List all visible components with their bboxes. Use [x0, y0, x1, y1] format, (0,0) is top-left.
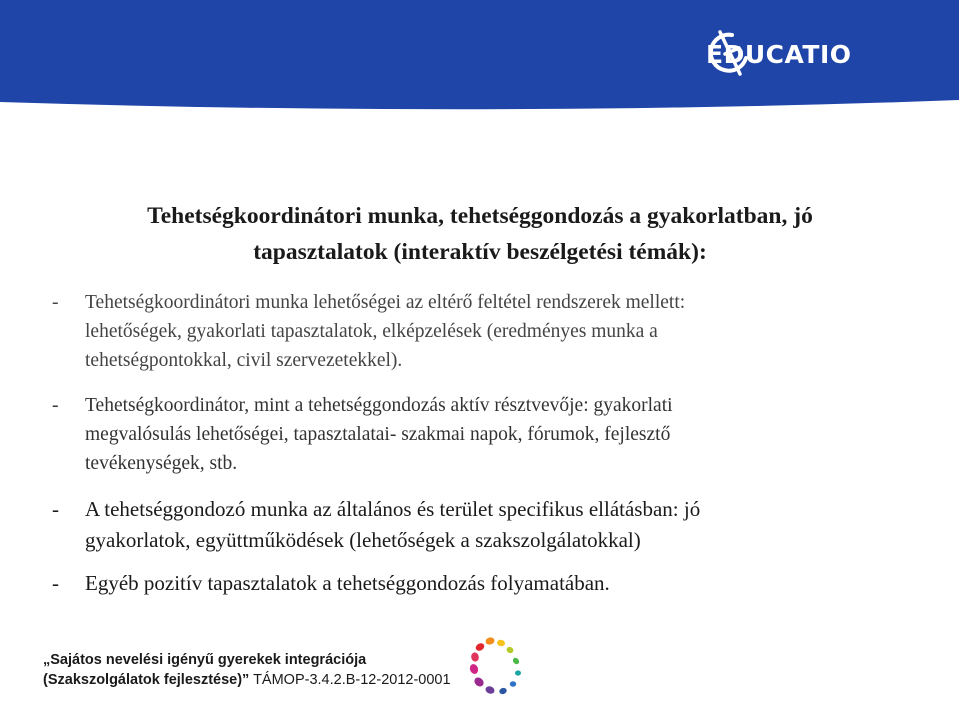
topic-line: Tehetségkoordinátori munka lehetőségei az eltérő feltétel rendszerek mellett: — [85, 292, 686, 313]
educatio-logo — [706, 28, 852, 78]
topic-item — [52, 288, 872, 375]
list-marker: - — [52, 497, 59, 521]
title-line: Tehetségkoordinátori munka, tehetséggondozás a gyakorlatban, jó — [147, 203, 813, 229]
title-line: tapasztalatok (interaktív beszélgetési témák): — [253, 239, 707, 265]
topic-line: Egyéb pozitív tapasztalatok a tehetséggondozás folyamatában. — [85, 571, 610, 595]
topic-item — [52, 568, 872, 599]
colorful-dots-logo — [468, 634, 532, 700]
list-marker: - — [52, 395, 59, 416]
topic-text — [85, 494, 872, 556]
topic-item — [52, 391, 872, 478]
list-marker: - — [52, 292, 59, 313]
footer-project-code: TÁMOP-3.4.2.B-12-2012-0001 — [249, 672, 451, 688]
footer-bold-part: (Szakszolgálatok fejlesztése)” — [43, 672, 250, 688]
topic-text — [85, 288, 872, 375]
footer-credit — [43, 650, 451, 690]
topic-line: Tehetségkoordinátor, mint a tehetséggondozás aktív résztvevője: gyakorlati — [85, 395, 673, 416]
topic-line: A tehetséggondozó munka az általános és terület specifikus ellátásban: jó — [85, 497, 701, 521]
header-banner — [0, 0, 959, 110]
topic-text — [85, 391, 872, 478]
topic-line: gyakorlatok, együttműködések (lehetőségek a szakszolgálatokkal) — [85, 528, 641, 552]
topic-line: tehetségpontokkal, civil szervezetekkel). — [85, 350, 403, 371]
page-title — [60, 198, 900, 270]
list-marker: - — [52, 571, 59, 595]
topic-text — [85, 568, 872, 599]
footer-line — [43, 670, 451, 690]
topic-line: lehetőségek, gyakorlati tapasztalatok, elképzelések (eredményes munka a — [85, 321, 658, 342]
topic-item — [52, 494, 872, 556]
topic-line: tevékenységek, stb. — [85, 453, 238, 474]
topic-list — [52, 288, 872, 599]
footer-line: „Sajátos nevelési igényű gyerekek integrációja — [43, 652, 367, 668]
educatio-logo-icon — [706, 28, 752, 78]
topic-line: megvalósulás lehetőségei, tapasztalatai- szakmai napok, fórumok, fejlesztő — [85, 424, 671, 445]
brand-name: EDUCATIO — [706, 39, 852, 69]
